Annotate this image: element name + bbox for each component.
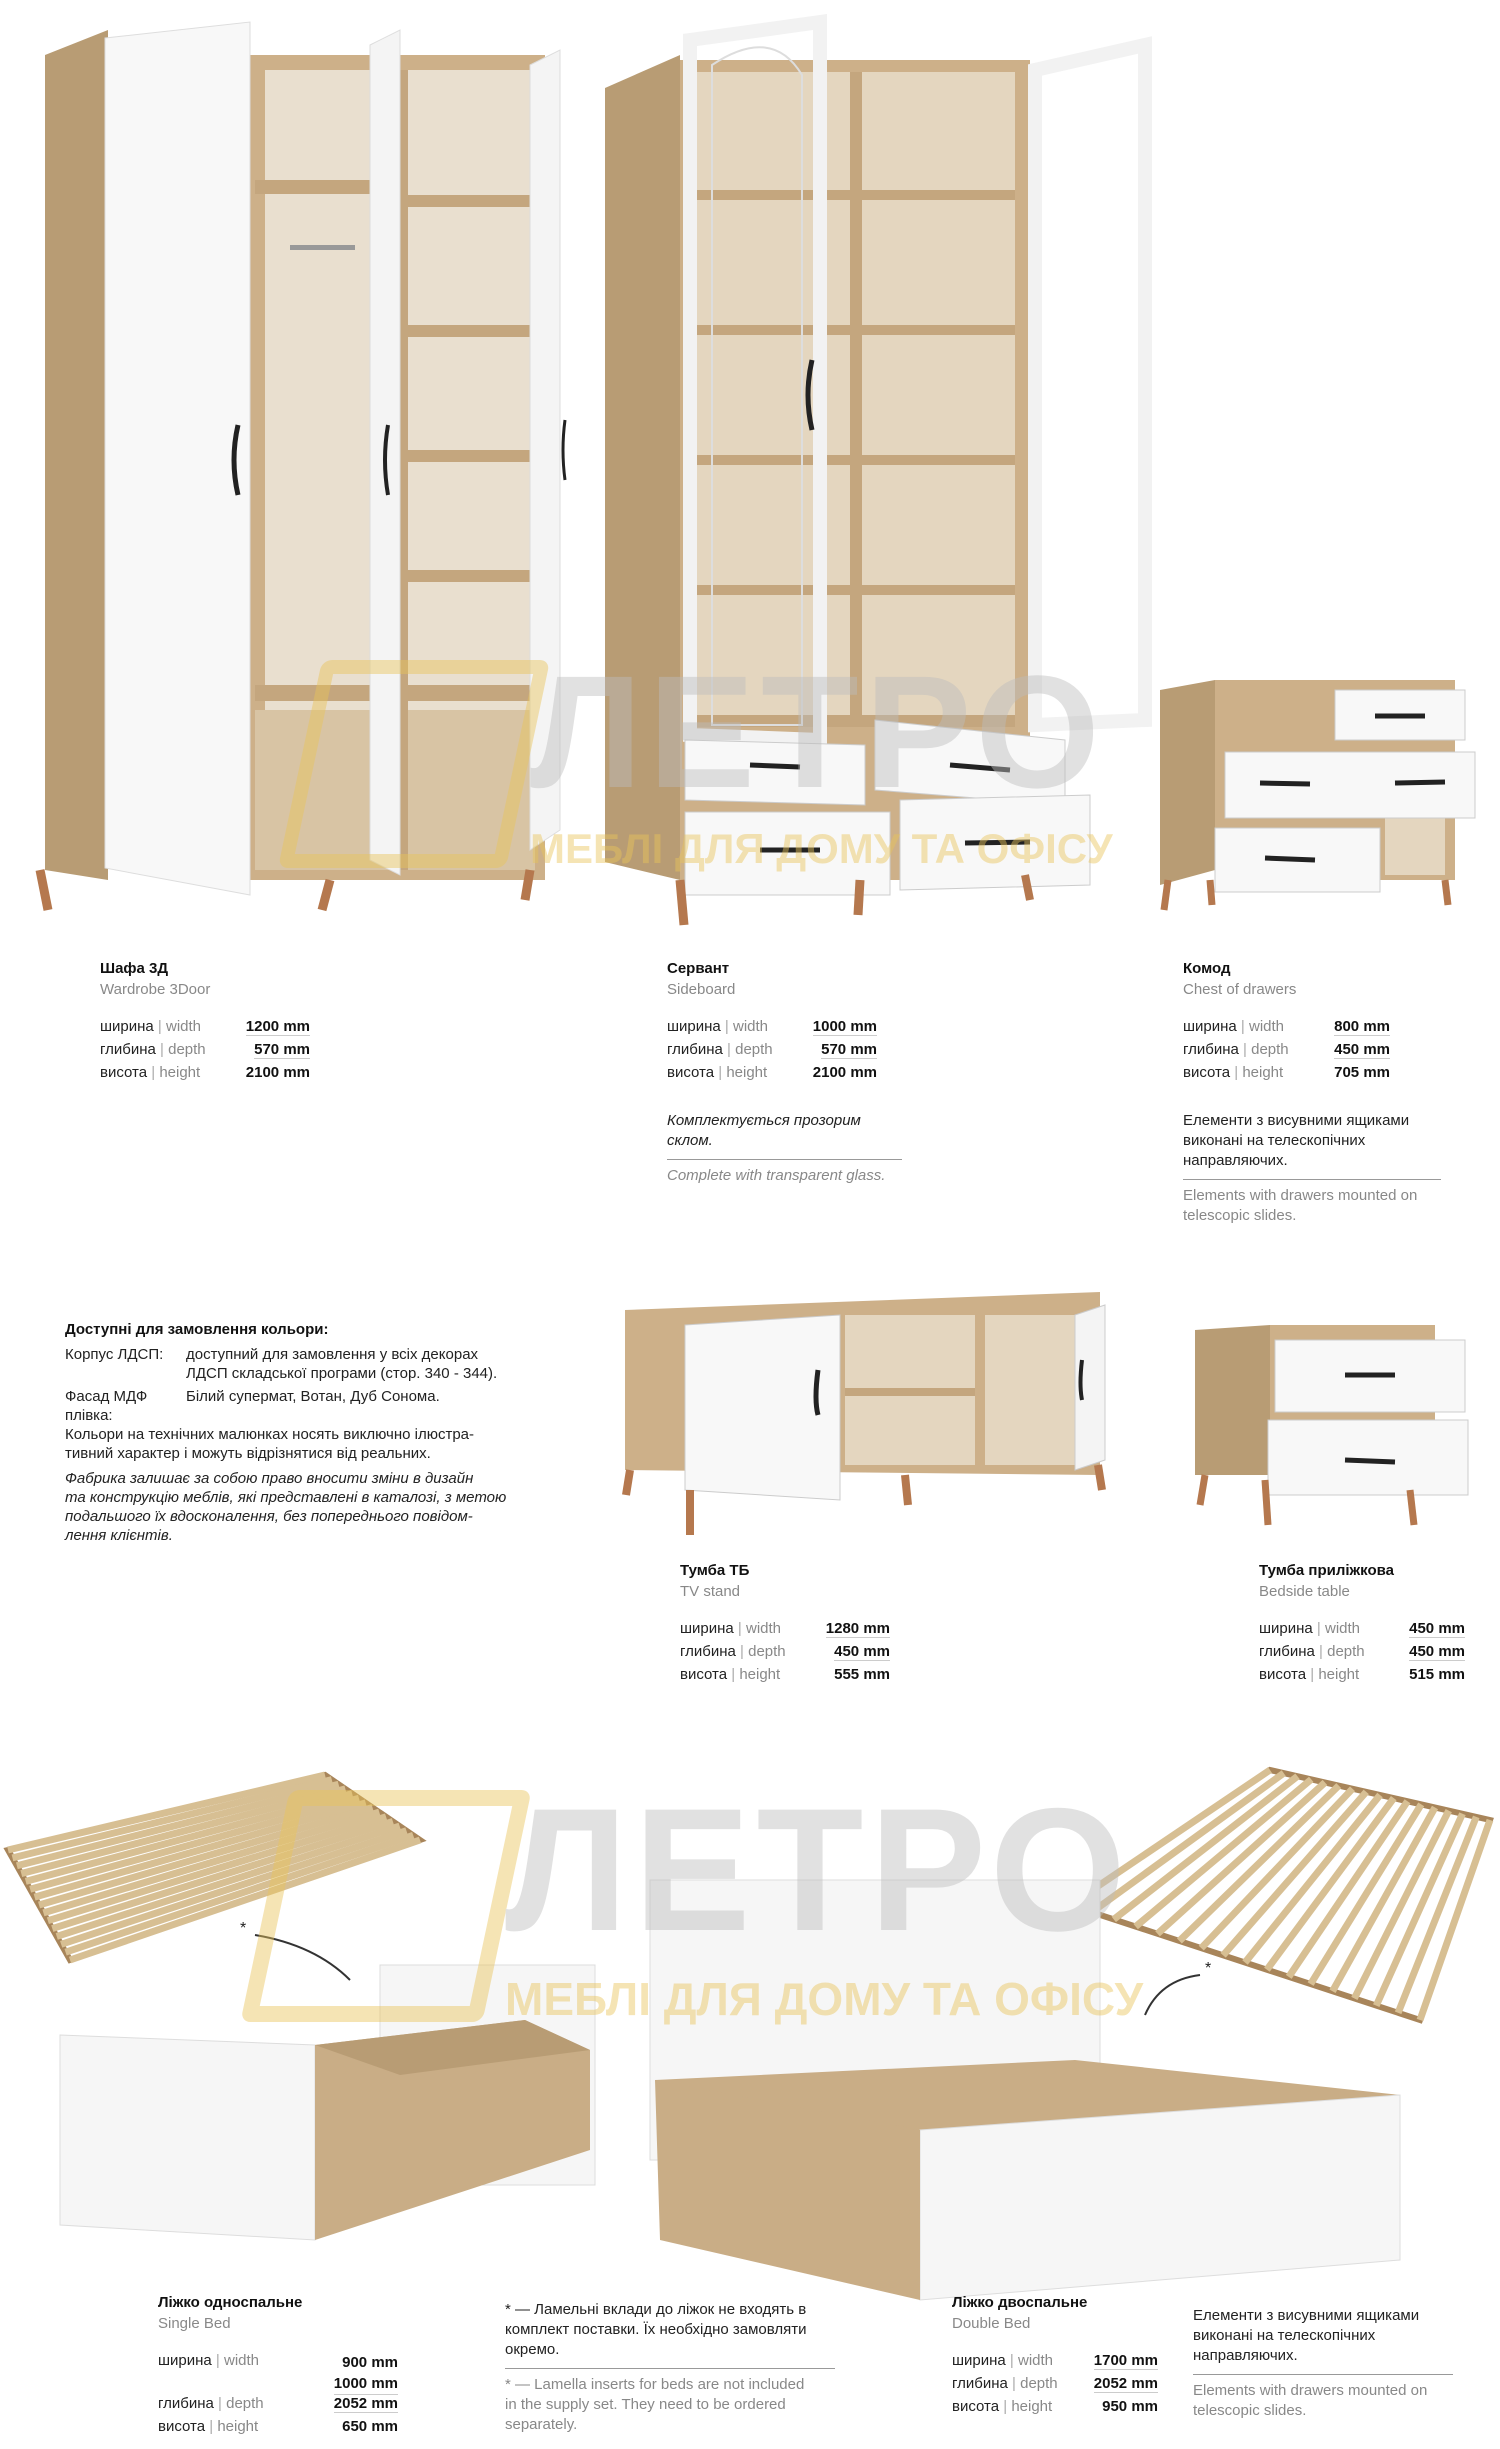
dim-value: 2100 mm [245,1064,310,1081]
dim-label-ua: висота [100,1064,148,1081]
dim-value: 705 mm [1334,1064,1390,1081]
dimension-row: глибина | depth 450 mm [1259,1643,1465,1660]
product-note-en: Elements with drawers mounted on telescopic slides. [1193,2382,1428,2419]
dim-value: 1700 mm [1093,2352,1158,2369]
bedside-spec [1259,1562,1465,1689]
dim-label-en: depth [226,2395,264,2412]
dim-label-en: width [166,1018,202,1035]
dim-label-ua: глибина [680,1643,736,1660]
dim-label-en: depth [1251,1041,1289,1058]
dim-label-en: width [1249,1018,1285,1035]
dimension-row: висота | height 555 mm [680,1666,890,1683]
dim-label-ua: ширина [158,2352,212,2369]
asterisk-mark: * [240,1920,247,1937]
dim-label-ua: глибина [158,2395,214,2412]
colors-info [65,1320,545,1545]
dim-value: 900 mm [342,2354,398,2371]
dim-label-en: depth [735,1041,773,1058]
factory-note: подальшого їх вдосконалення, без попереднього повідом- [65,1508,473,1525]
sideboard-spec [667,960,917,1186]
product-note-en: Elements with drawers mounted on telescopic slides. [1183,1187,1418,1224]
dim-label-ua: ширина [667,1018,721,1035]
dimension-table [667,1018,877,1087]
dim-label-ua: висота [1259,1666,1307,1683]
lamella-note [505,2300,855,2435]
product-note-ua: Комплектується прозорим склом. [667,1112,861,1149]
watermark-logo-top [300,620,1200,880]
lamella-note-ua: комплект поставки. Їх необхідно замовляти [505,2321,807,2338]
double-bed-spec [952,2294,1158,2421]
dimension-row: ширина | width 1000 mm [667,1018,877,1035]
note-divider [667,1159,902,1160]
watermark-tagline: МЕБЛІ ДЛЯ ДОМУ ТА ОФІСУ [530,825,1113,872]
dim-label-ua: висота [1183,1064,1231,1081]
dim-label-en: width [1018,2352,1054,2369]
dimension-row: ширина | width 1700 mm [952,2352,1158,2369]
dimension-row: глибина | depth 450 mm [1183,1041,1390,1058]
dim-label-en: height [1011,2398,1053,2415]
dim-value: 450 mm [1409,1620,1465,1637]
dim-value: 555 mm [834,1666,890,1683]
dim-label-ua: висота [680,1666,728,1683]
dimension-row: висота | height 2100 mm [100,1064,310,1081]
product-subtitle: Double Bed [952,2315,1031,2332]
dimension-table [100,1018,310,1087]
dim-label-ua: ширина [680,1620,734,1637]
double-bed-note [1193,2306,1463,2421]
disclaimer: Кольори на технічних малюнках носять виключно ілюстра- [65,1426,475,1443]
dim-label-en: height [726,1064,768,1081]
dim-value: 1200 mm [245,1018,310,1035]
dimension-table [952,2352,1158,2421]
watermark-tagline: МЕБЛІ ДЛЯ ДОМУ ТА ОФІСУ [505,1973,1144,2025]
product-subtitle: Bedside table [1259,1583,1350,1600]
chest-spec [1183,960,1443,1226]
factory-note: лення клієнтів. [65,1527,173,1544]
dim-label-ua: ширина [1183,1018,1237,1035]
dim-label-en: depth [168,1041,206,1058]
dimension-row: ширина | width 900 mm 1000 mm [158,2352,398,2395]
dim-value: 2100 mm [812,1064,877,1081]
dim-label-ua: ширина [952,2352,1006,2369]
factory-note: та конструкцію меблів, які представлені в каталозі, з метою [65,1489,507,1506]
dim-value: 450 mm [834,1643,890,1660]
dim-label-ua: висота [158,2418,206,2435]
note-divider [1193,2374,1453,2375]
watermark-logo-bottom [265,1760,1215,2040]
dim-value: 1000 mm [333,2375,398,2392]
facade-row [65,1387,545,1425]
dim-value: 950 mm [1102,2398,1158,2415]
dim-label-ua: глибина [1183,1041,1239,1058]
dim-label-en: depth [1020,2375,1058,2392]
watermark-emblem [240,1790,531,2022]
product-title: Шафа 3Д [100,960,169,977]
body-text: ЛДСП складської програми (стор. 340 - 344). [186,1365,498,1382]
note-divider [505,2368,835,2369]
dimension-table [158,2352,398,2441]
dim-label-en: width [1325,1620,1361,1637]
product-note-ua: Елементи з висувними ящиками виконані на телескопічних направляючих. [1183,1112,1410,1169]
dim-value: 570 mm [821,1041,877,1058]
dimension-row: ширина | width 1200 mm [100,1018,310,1035]
body-label: Корпус ЛДСП: [65,1346,164,1363]
dim-label-en: width [224,2352,260,2369]
dim-label-en: width [746,1620,782,1637]
dim-value: 450 mm [1334,1041,1390,1058]
dim-value: 1000 mm [812,1018,877,1035]
product-subtitle: Sideboard [667,981,736,998]
dimension-row: глибина | depth 570 mm [667,1041,877,1058]
dim-value: 2052 mm [333,2395,398,2412]
body-row [65,1345,545,1383]
dimension-table [1259,1620,1465,1689]
tv-stand-spec [680,1562,890,1689]
dimension-row: глибина | depth 2052 mm [158,2395,398,2412]
dim-label-en: height [159,1064,201,1081]
dim-label-en: height [217,2418,259,2435]
dimension-row: висота | height 705 mm [1183,1064,1390,1081]
product-note-en: Complete with transparent glass. [667,1167,886,1184]
watermark-emblem [278,660,550,868]
disclaimer: тивний характер і можуть відрізнятися від реальних. [65,1445,431,1462]
dim-value: 2052 mm [1093,2375,1158,2392]
lamella-note-en: in the supply set. They need to be ordered [505,2396,786,2413]
asterisk-mark: * [1205,1960,1212,1977]
body-text: доступний для замовлення у всіх декорах [186,1346,479,1363]
dim-label-ua: глибина [1259,1643,1315,1660]
product-title: Тумба ТБ [680,1562,750,1579]
dim-label-ua: висота [952,2398,1000,2415]
dim-label-ua: глибина [667,1041,723,1058]
note-divider [1183,1179,1441,1180]
product-title: Тумба приліжкова [1259,1562,1395,1579]
watermark-brand: ЛЕТРО [505,1773,1132,1968]
watermark-brand: ЛЕТРО [530,642,1106,821]
product-title: Ліжко двоспальне [952,2294,1088,2311]
lamella-note-en: separately. [505,2416,578,2433]
dim-value: 650 mm [342,2418,398,2435]
single-bed-spec [158,2294,398,2441]
dimension-row: висота | height 515 mm [1259,1666,1465,1683]
dim-value: 515 mm [1409,1666,1465,1683]
dim-label-ua: ширина [100,1018,154,1035]
lamella-note-en: * — Lamella inserts for beds are not included [505,2376,805,2393]
facade-text: Білий супермат, Вотан, Дуб Сонома. [186,1388,440,1405]
product-subtitle: TV stand [680,1583,741,1600]
dim-label-ua: глибина [100,1041,156,1058]
colors-heading: Доступні для замовлення кольори: [65,1321,329,1338]
dimension-row: висота | height 950 mm [952,2398,1158,2415]
dim-label-en: height [1318,1666,1360,1683]
facade-label: Фасад МДФ [65,1388,148,1405]
dimension-row: глибина | depth 2052 mm [952,2375,1158,2392]
dimension-row: глибина | depth 450 mm [680,1643,890,1660]
dimension-row: ширина | width 1280 mm [680,1620,890,1637]
dim-value: 1280 mm [825,1620,890,1637]
product-subtitle: Chest of drawers [1183,981,1297,998]
dimension-row: висота | height 2100 mm [667,1064,877,1081]
product-title: Сервант [667,960,730,977]
dim-label-en: depth [1327,1643,1365,1660]
dim-label-en: height [739,1666,781,1683]
facade-label: плівка: [65,1407,113,1424]
factory-note: Фабрика залишає за собою право вносити зміни в дизайн [65,1470,474,1487]
lamella-note-ua: * — Ламельні вклади до ліжок не входять в [505,2301,807,2318]
product-subtitle: Wardrobe 3Door [100,981,211,998]
dim-value: 450 mm [1409,1643,1465,1660]
dim-label-en: height [1242,1064,1284,1081]
product-title: Комод [1183,960,1231,977]
dimension-row: ширина | width 450 mm [1259,1620,1465,1637]
dim-label-ua: ширина [1259,1620,1313,1637]
dim-label-en: width [733,1018,769,1035]
dimension-row: ширина | width 800 mm [1183,1018,1390,1035]
product-subtitle: Single Bed [158,2315,231,2332]
dimension-row: висота | height 650 mm [158,2418,398,2435]
dim-value: 570 mm [254,1041,310,1058]
product-note-ua: Елементи з висувними ящиками виконані на телескопічних направляючих. [1193,2307,1420,2364]
dimension-row: глибина | depth 570 mm [100,1041,310,1058]
product-title: Ліжко односпальне [158,2294,303,2311]
dimension-table [1183,1018,1390,1087]
dim-label-ua: глибина [952,2375,1008,2392]
dim-label-en: depth [748,1643,786,1660]
dim-value: 800 mm [1334,1018,1390,1035]
dim-label-ua: висота [667,1064,715,1081]
dimension-table [680,1620,890,1689]
lamella-note-ua: окремо. [505,2341,560,2358]
wardrobe-spec [100,960,310,1087]
